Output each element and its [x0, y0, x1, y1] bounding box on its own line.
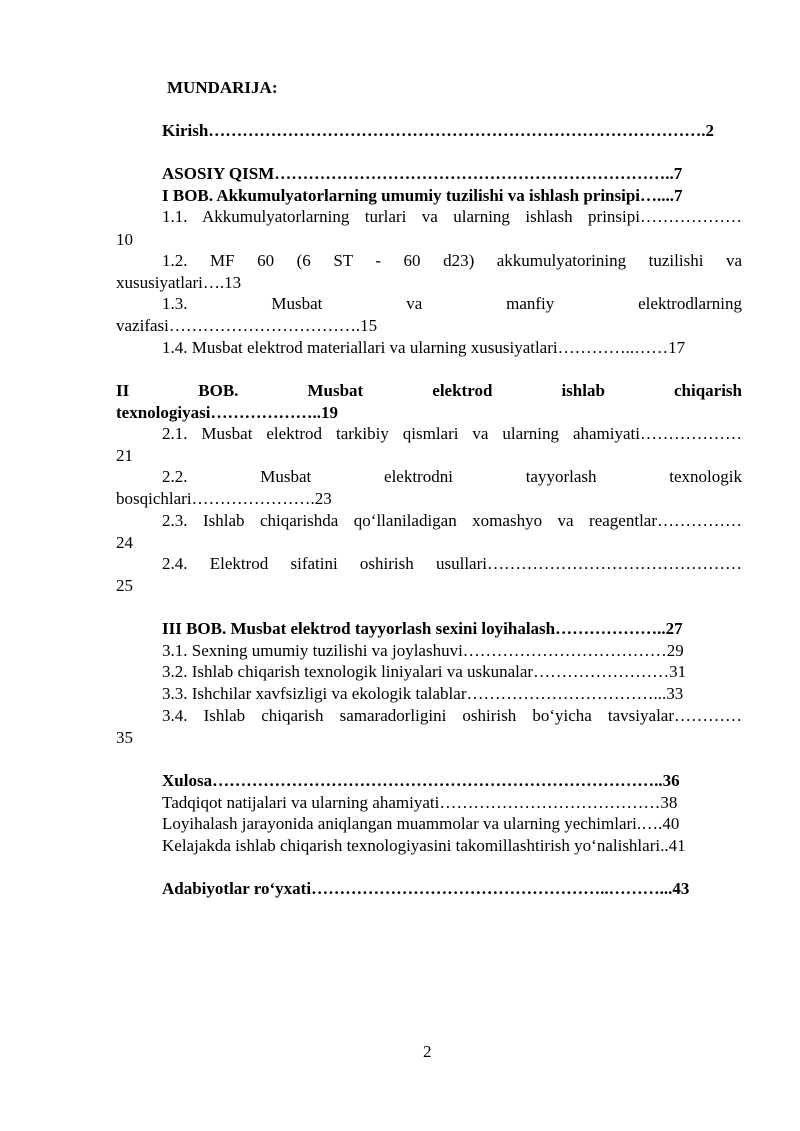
toc-entry-3-3: 3.3. Ishchilar xavfsizligi va ekologik talablar……………………………...33: [162, 684, 684, 703]
toc-entry-2-4: 2.4. Elektrod sifatini oshirish usullari………………………………………: [162, 554, 742, 573]
toc-entry-1-3: 1.3. Musbat va manfiy elektrodlarning: [162, 294, 742, 313]
page-number: 2: [423, 1042, 432, 1061]
toc-entry-2-2: 2.2. Musbat elektrodni tayyorlash texnologik: [162, 467, 742, 486]
toc-entry-2-3: 2.3. Ishlab chiqarishda qo‘llaniladigan xomashyo va reagentlar……………: [162, 511, 742, 530]
toc-entry-1-1-page: 10: [116, 230, 133, 249]
toc-entry-3-2: 3.2. Ishlab chiqarish texnologik liniyalari va uskunalar……………………31: [162, 662, 687, 681]
toc-entry-bob-2: II BOB. Musbat elektrod ishlab chiqarish: [116, 381, 742, 400]
toc-entry-xulosa-1: Tadqiqot natijalari va ularning ahamiyati…………………………………38: [162, 793, 678, 812]
toc-entry-2-4-page: 25: [116, 576, 133, 595]
toc-entry-bob-2-cont: texnologiyasi………………..19: [116, 403, 338, 422]
toc-entry-bob-3: III BOB. Musbat elektrod tayyorlash sexini loyihalash………………..27: [162, 619, 683, 638]
toc-entry-2-3-page: 24: [116, 533, 133, 552]
toc-entry-1-4: 1.4. Musbat elektrod materiallari va ularning xususiyatlari…………..……17: [162, 338, 686, 357]
toc-entry-bob-1: I BOB. Akkumulyatorlarning umumiy tuzilishi va ishlash prinsipi…....7: [162, 186, 683, 205]
toc-entry-1-3-cont: vazifasi…………………………….15: [116, 316, 378, 335]
toc-entry-3-4-page: 35: [116, 728, 133, 747]
toc-entry-xulosa: Xulosa……………………………………………………………………..36: [162, 771, 680, 790]
toc-entry-adabiyotlar: Adabiyotlar ro‘yxati……………………………………………..………...43: [162, 879, 690, 898]
toc-entry-kirish: Kirish…………………………………………………………………………….2: [162, 121, 715, 140]
toc-entry-2-1-page: 21: [116, 446, 133, 465]
toc-entry-xulosa-2: Loyihalash jarayonida aniqlangan muammolar va ularning yechimlari.….40: [162, 814, 680, 833]
toc-entry-2-1: 2.1. Musbat elektrod tarkibiy qismlari va ularning ahamiyati………………: [162, 424, 742, 443]
toc-entry-1-2-cont: xususiyatlari….13: [116, 273, 242, 292]
toc-entry-2-2-cont: bosqichlari………………….23: [116, 489, 332, 508]
toc-entry-asosiy-qism: ASOSIY QISM……………………………………………………………..7: [162, 164, 683, 183]
toc-entry-1-1: 1.1. Akkumulyatorlarning turlari va ularning ishlash prinsipi………………: [162, 207, 742, 226]
toc-entry-3-4: 3.4. Ishlab chiqarish samaradorligini oshirish bo‘yicha tavsiyalar…………: [162, 706, 742, 725]
toc-entry-1-2: 1.2. MF 60 (6 ST - 60 d23) akkumulyatorining tuzilishi va: [162, 251, 742, 270]
page-title: MUNDARIJA:: [167, 78, 278, 97]
toc-entry-3-1: 3.1. Sexning umumiy tuzilishi va joylashuvi………………………………29: [162, 641, 684, 660]
toc-entry-xulosa-3: Kelajakda ishlab chiqarish texnologiyasini takomillashtirish yo‘nalishlari..41: [162, 836, 686, 855]
